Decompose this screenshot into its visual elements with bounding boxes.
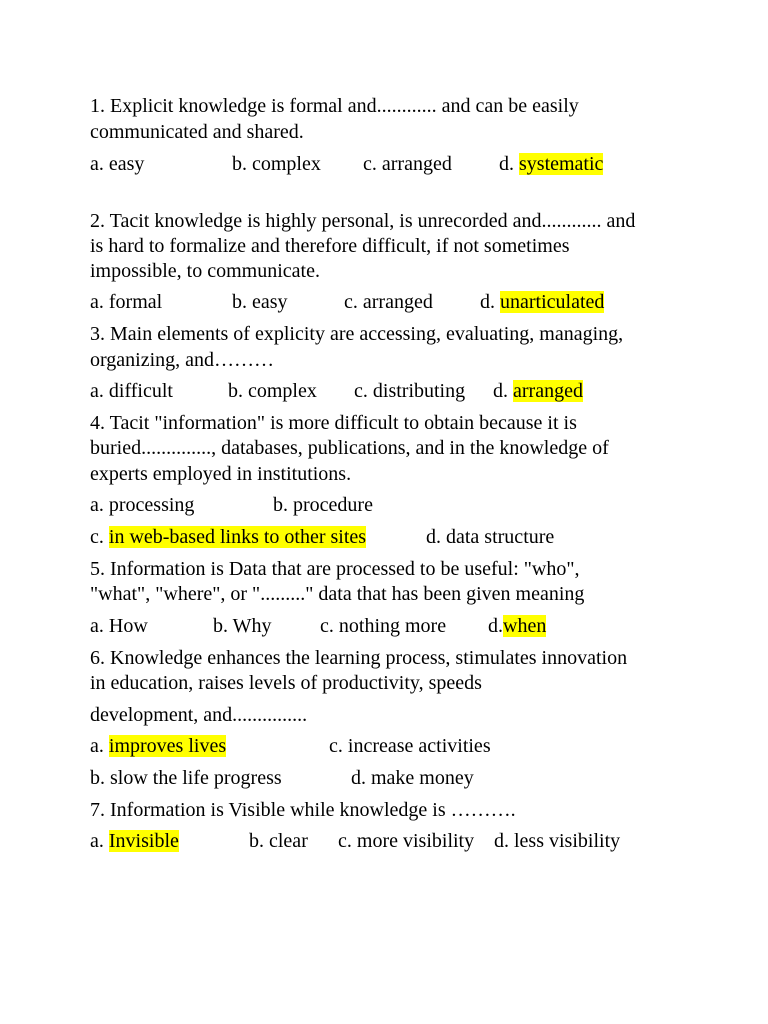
highlighted-answer: arranged	[513, 380, 583, 402]
highlighted-answer: in web-based links to other sites	[108, 526, 367, 548]
highlighted-answer: systematic	[519, 153, 604, 175]
question-6-option-c: c. increase activities	[329, 735, 491, 757]
question-1-line-1: 1. Explicit knowledge is formal and............ and can be easily	[90, 95, 579, 117]
question-7-option-d: d. less visibility	[494, 830, 621, 852]
question-5-option-b: b. Why	[213, 615, 272, 637]
question-1-line-2: communicated and shared.	[90, 121, 304, 143]
highlighted-answer: when	[503, 615, 547, 637]
question-3-option-a: a. difficult	[90, 380, 173, 402]
question-6-line-1: 6. Knowledge enhances the learning process, stimulates innovation	[90, 647, 628, 669]
question-2-option-d: d. unarticulated	[480, 291, 605, 313]
question-7-line-1: 7. Information is Visible while knowledge is ……….	[90, 799, 516, 821]
question-3-option-c: c. distributing	[354, 380, 466, 402]
question-4-option-a: a. processing	[90, 494, 195, 516]
question-5-option-a: a. How	[90, 615, 148, 637]
question-2-line-3: impossible, to communicate.	[90, 260, 320, 282]
question-5-line-2: "what", "where", or "........." data that has been given meaning	[90, 583, 585, 605]
question-2-line-2: is hard to formalize and therefore difficult, if not sometimes	[90, 235, 570, 257]
question-1-option-d: d. systematic	[499, 153, 604, 175]
question-7-option-b: b. clear	[249, 830, 308, 852]
question-1-option-c: c. arranged	[363, 153, 452, 175]
question-5-line-1: 5. Information is Data that are processed to be useful: "who",	[90, 558, 580, 580]
question-3-line-1: 3. Main elements of explicity are accessing, evaluating, managing,	[90, 323, 624, 345]
question-4-option-b: b. procedure	[273, 494, 373, 516]
question-3-option-b: b. complex	[228, 380, 317, 402]
highlighted-answer: improves lives	[108, 735, 227, 757]
highlighted-answer: Invisible	[108, 830, 179, 852]
question-3-option-d: d. arranged	[493, 380, 583, 402]
question-6-option-a: a. improves lives	[90, 735, 227, 757]
question-3-line-2: organizing, and………	[90, 349, 275, 371]
question-6-option-b: b. slow the life progress	[90, 767, 282, 789]
question-7-option-a: a. Invisible	[90, 830, 179, 852]
question-6-line-2: in education, raises levels of productivity, speeds	[90, 672, 482, 694]
question-2-option-a: a. formal	[90, 291, 163, 313]
question-5-option-c: c. nothing more	[320, 615, 447, 637]
question-4-option-c: c. in web-based links to other sites	[90, 526, 367, 548]
question-5-option-d: d.when	[488, 615, 547, 637]
highlighted-answer: unarticulated	[500, 291, 605, 313]
question-4-line-3: experts employed in institutions.	[90, 463, 352, 485]
question-4-line-1: 4. Tacit "information" is more difficult to obtain because it is	[90, 412, 577, 434]
question-6-line-3: development, and...............	[90, 704, 308, 726]
question-1-option-a: a. easy	[90, 153, 145, 175]
question-7-option-c: c. more visibility	[338, 830, 475, 852]
question-2-line-1: 2. Tacit knowledge is highly personal, is unrecorded and............ and	[90, 210, 636, 232]
question-1-option-b: b. complex	[232, 153, 321, 175]
question-4-option-d: d. data structure	[426, 526, 555, 548]
question-6-option-d: d. make money	[351, 767, 474, 789]
question-2-option-c: c. arranged	[344, 291, 433, 313]
question-2-option-b: b. easy	[232, 291, 288, 313]
question-4-line-2: buried.............., databases, publications, and in the knowledge of	[90, 437, 609, 459]
